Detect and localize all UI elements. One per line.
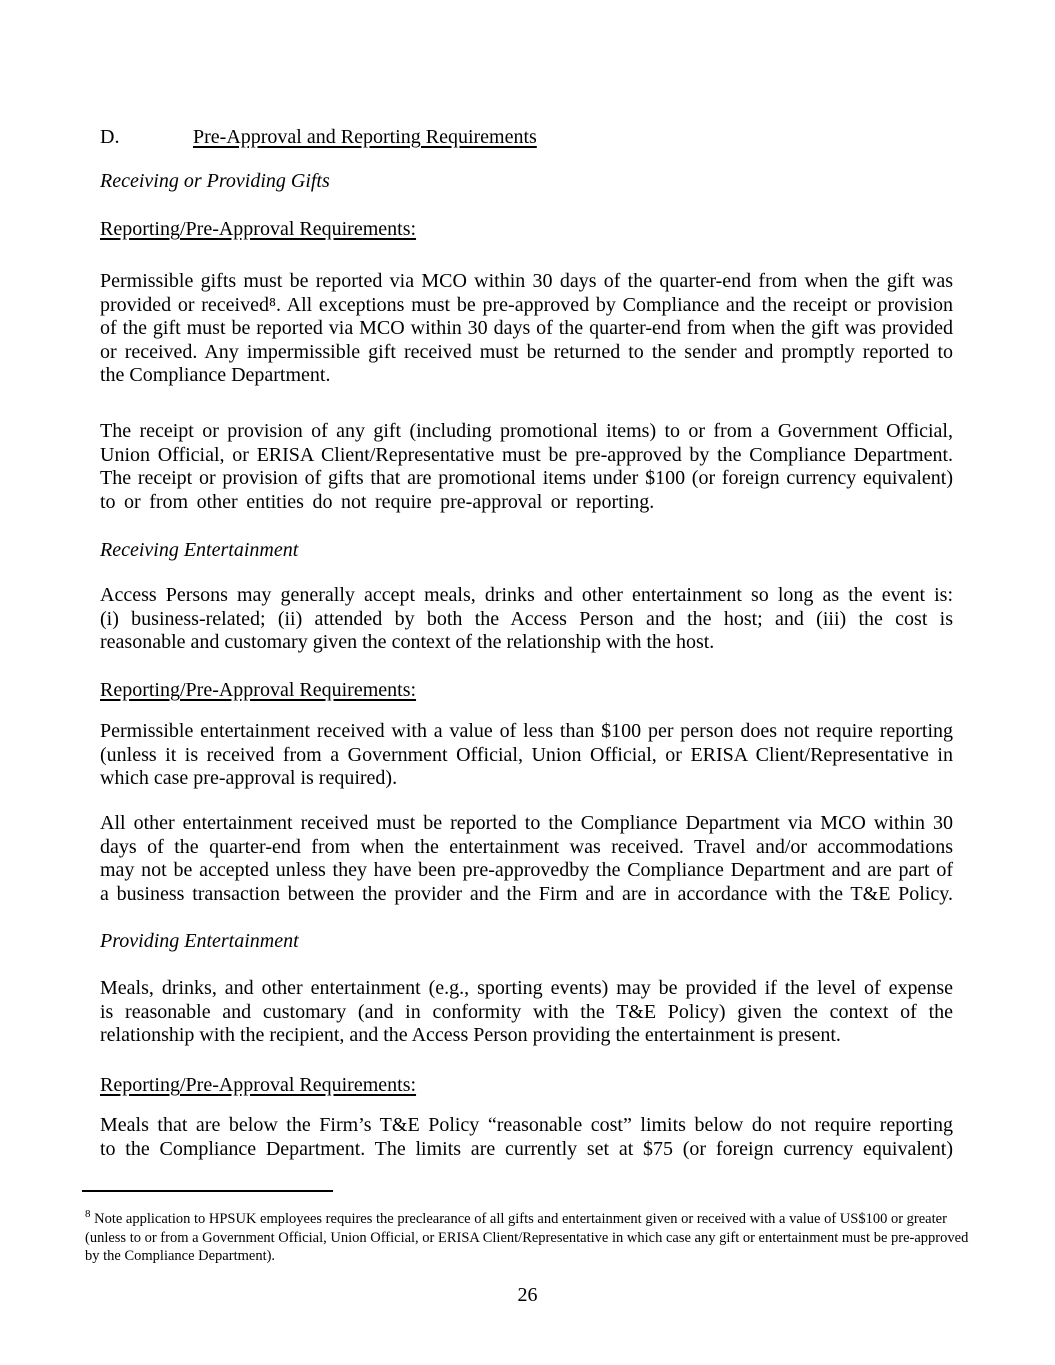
text-line: is reasonable and customary (and in conformity with the T&E Policy) given the context of the (100, 1000, 953, 1023)
paragraph-entertainment-reporting (100, 720, 953, 791)
paragraph-receiving-entertainment (100, 584, 953, 655)
text-line: (unless it is received from a Government Official, Union Official, or ERISA Client/Representative in (100, 743, 953, 766)
text-line: of the gift must be reported via MCO within 30 days of the quarter-end from when the gift was provided (100, 317, 953, 339)
page-number: 26 (517, 1284, 538, 1306)
requirements-heading-3: Reporting/Pre-Approval Requirements: (100, 1074, 417, 1096)
requirements-heading-1: Reporting/Pre-Approval Requirements: (100, 218, 417, 240)
text-line: to the Compliance Department. The limits are currently set at $75 (or foreign currency equivalent) (100, 1137, 953, 1160)
footnote (85, 1208, 969, 1266)
footnote-marker: 8 (85, 1208, 91, 1221)
text-line: may not be accepted unless they have been pre-approvedby the Compliance Department and are part of (100, 859, 953, 881)
paragraph-meals-limits (100, 1114, 953, 1161)
section-heading-label: D. (100, 126, 120, 148)
paragraph-providing-entertainment (100, 977, 953, 1048)
text-line: the Compliance Department. (100, 364, 331, 386)
text-line: or received. Any impermissible gift received must be returned to the sender and promptly reported to (100, 340, 953, 363)
text-line: Union Official, or ERISA Client/Representative must be pre-approved by the Compliance Department. (100, 443, 953, 466)
text-line: days of the quarter-end from when the entertainment was received. Travel and/or accommodations (100, 835, 953, 858)
text-line: $^8$ Note application to HPSUK employees requires the preclearance of all gifts and entertainment given or received with a value of US$100 or greater (85, 1208, 947, 1227)
subsection-heading-receiving-entertainment: Receiving Entertainment (100, 539, 299, 561)
text-line: Meals that are below the Firm’s T&E Policy “reasonable cost” limits below do not require reporting (100, 1114, 953, 1136)
requirements-heading-2: Reporting/Pre-Approval Requirements: (100, 679, 417, 701)
paragraph-gifts-preapproval (100, 420, 953, 514)
text-line: relationship with the recipient, and the Access Person providing the entertainment is present. (100, 1024, 841, 1046)
text-line: Permissible gifts must be reported via MCO within 30 days of the quarter-end from when the gift was (100, 270, 953, 292)
text-line: The receipt or provision of gifts that are promotional items under $100 (or foreign currency equivalent) (100, 467, 953, 489)
text-line: Meals, drinks, and other entertainment (e.g., sporting events) may be provided if the level of expense (100, 977, 953, 999)
text-line: reasonable and customary given the context of the relationship with the host. (100, 631, 715, 653)
subsection-heading-gifts: Receiving or Providing Gifts (100, 170, 330, 192)
section-heading (100, 126, 953, 150)
subsection-heading-providing-entertainment: Providing Entertainment (100, 930, 299, 952)
text-line: to or from other entities do not require pre-approval or reporting. (100, 490, 655, 513)
text-line: All other entertainment received must be reported to the Compliance Department via MCO within 30 (100, 812, 953, 834)
text-line: Access Persons may generally accept meals, drinks and other entertainment so long as the event is: (100, 584, 953, 606)
text-line: a business transaction between the provider and the Firm and are in accordance with the T&E Policy. (100, 882, 953, 905)
paragraph-other-entertainment (100, 812, 953, 906)
text-line: by the Compliance Department). (85, 1248, 276, 1264)
text-line: The receipt or provision of any gift (including promotional items) to or from a Government Official, (100, 420, 953, 442)
text-line: Permissible entertainment received with a value of less than $100 per person does not require reporting (100, 720, 953, 742)
footnote-divider (82, 1190, 333, 1192)
section-heading-title: Pre-Approval and Reporting Requirements (193, 126, 537, 148)
text-line: (unless to or from a Government Official, Union Official, or ERISA Client/Representative in which case any gift or entertainment must be pre-approved (85, 1229, 969, 1246)
text-line: (i) business-related; (ii) attended by both the Access Person and the host; and (iii) the cost is (100, 607, 953, 630)
text-line: provided or received⁸. All exceptions must be pre-approved by Compliance and the receipt or provision (100, 293, 953, 316)
text-line: which case pre-approval is required). (100, 767, 398, 789)
paragraph-gifts-reporting (100, 270, 953, 388)
